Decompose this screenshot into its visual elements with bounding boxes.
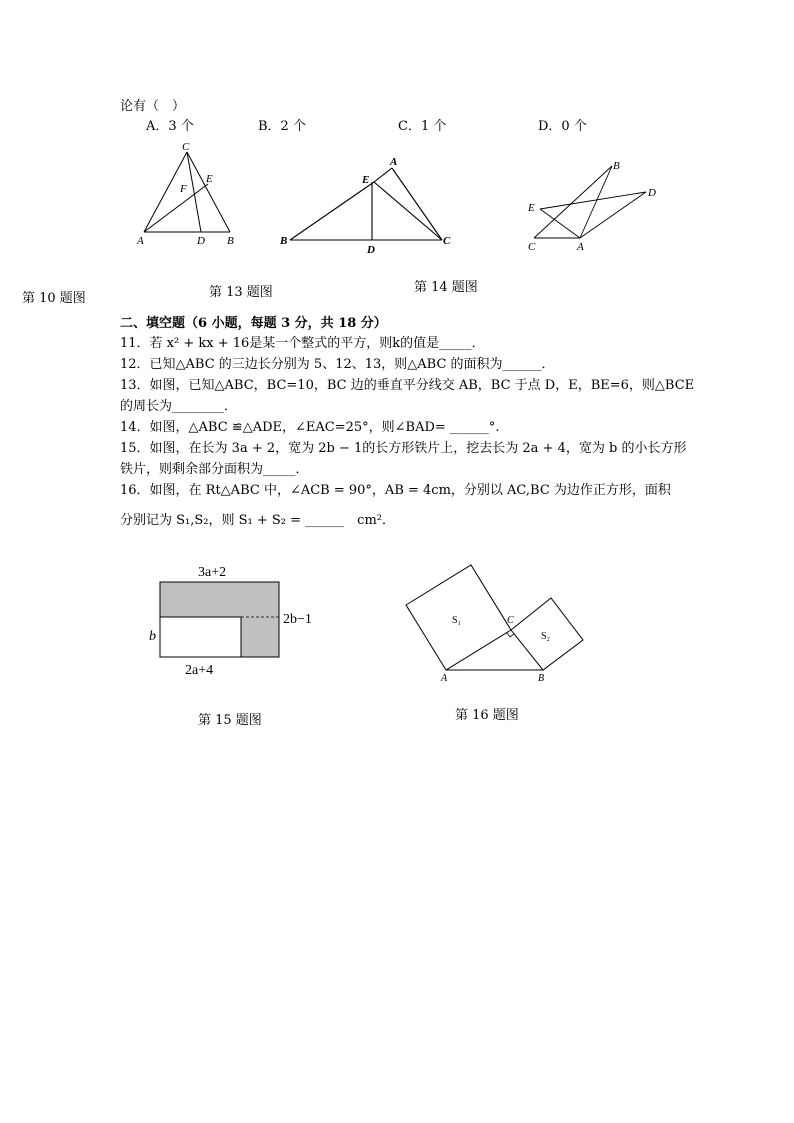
fig13-label-a: A [390, 156, 398, 168]
fig13-label-e: E [362, 174, 370, 186]
option-c: C．1 个 [398, 119, 447, 134]
fig10-label-f: F [180, 183, 187, 195]
question-16-line1: 16．如图，在 Rt△ABC 中，∠ACB = 90°，AB = 4cm，分别以 AC,BC 为边作正方形，面积 [120, 483, 671, 498]
fig13-label-d: D [367, 244, 375, 256]
fig15-label-top: 3a+2 [198, 565, 227, 580]
option-b: B．2 个 [258, 119, 306, 134]
question-16-line2: 分别记为 S₁,S₂，则 S₁ + S₂ = ______ cm²． [120, 513, 395, 528]
fig15-label-right: 2b−1 [283, 612, 312, 627]
fig10-label-a: A [137, 235, 144, 247]
caption-fig10: 第 10 题图 [22, 291, 86, 306]
fig16-label-c: C [507, 615, 514, 626]
fig16-label-b: B [538, 673, 545, 684]
figure-16 [396, 560, 596, 685]
fig13-label-c: C [443, 235, 451, 247]
question-15-line1: 15．如图，在长为 3a + 2，宽为 2b − 1的长方形铁片上，挖去长为 2a + 4，宽为 b 的小长方形 [120, 441, 687, 456]
fig14-label-b: B [613, 160, 620, 172]
figure-15 [140, 560, 340, 680]
fig16-label-a: A [441, 673, 448, 684]
fig10-label-d: D [197, 235, 205, 247]
fig15-inner-rectangle [160, 617, 241, 657]
caption-fig14: 第 14 题图 [414, 280, 478, 295]
question-14: 14．如图，△ABC ≌△ADE，∠EAC=25°，则∠BAD= ______°. [120, 420, 500, 435]
fig10-label-c: C [182, 141, 190, 153]
figure-13 [276, 150, 466, 260]
question-12: 12．已知△ABC 的三边长分别为 5、12、13，则△ABC 的面积为______． [120, 357, 555, 372]
caption-fig16: 第 16 题图 [455, 708, 519, 723]
option-a: A．3 个 [146, 119, 194, 134]
fig14-label-a: A [577, 241, 584, 253]
question-11: 11．若 x² + kx + 16是某一个整式的平方，则k的值是_____． [120, 336, 485, 351]
fig13-label-b: B [280, 235, 288, 247]
question-13-line2: 的周长为________． [120, 399, 238, 414]
fig10-label-e: E [206, 173, 213, 185]
fig14-label-c: C [528, 241, 536, 253]
figure-10 [130, 140, 250, 255]
caption-fig15: 第 15 题图 [198, 713, 262, 728]
caption-fig13: 第 13 题图 [209, 285, 273, 300]
question-13-line1: 13．如图，已知△ABC，BC=10，BC 边的垂直平分线交 AB，BC 于点 D，E，BE=6，则△BCE [120, 378, 695, 393]
fig10-label-b: B [227, 235, 234, 247]
prev-question-tail: 论有（ ） [120, 99, 186, 114]
fig14-label-d: D [648, 187, 656, 199]
option-d: D．0 个 [538, 119, 587, 134]
figure-14 [518, 156, 668, 256]
fig15-label-bottom: 2a+4 [185, 663, 214, 678]
fig15-label-left: b [149, 629, 156, 644]
fig16-label-s1: S₁ [452, 615, 462, 626]
question-15-line2: 铁片，则剩余部分面积为_____． [120, 462, 309, 477]
fig14-label-e: E [528, 202, 535, 214]
section-heading: 二、填空题（6 小题，每题 3 分，共 18 分） [120, 316, 387, 331]
fig16-label-s2: S₂ [541, 631, 551, 642]
